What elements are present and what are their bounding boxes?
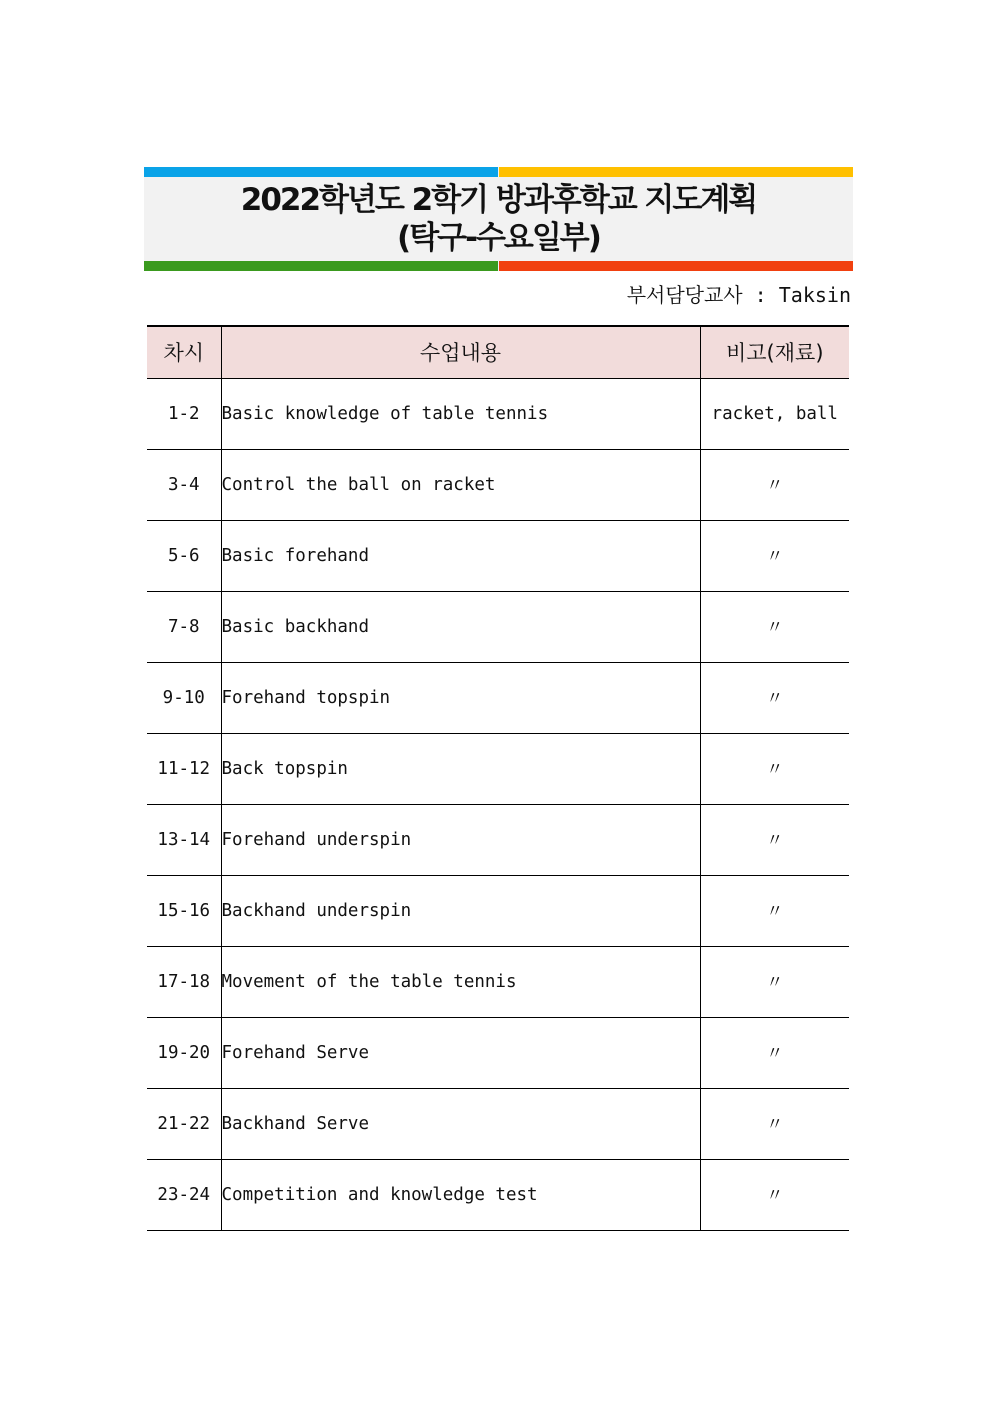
table-row [147, 449, 849, 520]
note-cell: 〃 [700, 1159, 849, 1230]
note-cell: 〃 [700, 591, 849, 662]
table-row [147, 1159, 849, 1230]
accent-bar-top-left [144, 167, 498, 177]
table-row [147, 591, 849, 662]
header-row [147, 326, 849, 378]
header-session: 차시 [147, 326, 221, 378]
table-row [147, 733, 849, 804]
table-row [147, 875, 849, 946]
content-cell: Basic knowledge of table tennis [221, 378, 700, 449]
header-note: 비고(재료) [700, 326, 849, 378]
note-cell: 〃 [700, 1017, 849, 1088]
content-cell: Forehand underspin [221, 804, 700, 875]
note-cell: 〃 [700, 804, 849, 875]
header-content: 수업내용 [221, 326, 700, 378]
table-body [147, 378, 849, 1230]
content-cell: Back topspin [221, 733, 700, 804]
teacher-line: 부서담당교사 : Taksin [626, 283, 851, 307]
content-cell: Control the ball on racket [221, 449, 700, 520]
note-cell: 〃 [700, 662, 849, 733]
table-row [147, 1088, 849, 1159]
session-cell: 11-12 [147, 733, 221, 804]
session-cell: 9-10 [147, 662, 221, 733]
note-cell: 〃 [700, 520, 849, 591]
note-cell: 〃 [700, 1088, 849, 1159]
session-cell: 3-4 [147, 449, 221, 520]
session-cell: 15-16 [147, 875, 221, 946]
table-row [147, 946, 849, 1017]
accent-bar-bottom-right [499, 261, 853, 271]
title-banner [144, 167, 853, 271]
page-title-line1: 2022학년도 2학기 방과후학교 지도계획 [240, 182, 757, 218]
content-cell: Basic forehand [221, 520, 700, 591]
note-cell: racket, ball [700, 378, 849, 449]
note-cell: 〃 [700, 946, 849, 1017]
table-row [147, 1017, 849, 1088]
content-cell: Movement of the table tennis [221, 946, 700, 1017]
content-cell: Forehand topspin [221, 662, 700, 733]
page-title [144, 177, 853, 261]
table-row [147, 378, 849, 449]
table-row [147, 520, 849, 591]
session-cell: 17-18 [147, 946, 221, 1017]
session-cell: 13-14 [147, 804, 221, 875]
table-row [147, 804, 849, 875]
session-cell: 1-2 [147, 378, 221, 449]
content-cell: Backhand underspin [221, 875, 700, 946]
content-cell: Forehand Serve [221, 1017, 700, 1088]
accent-bar-top-right [499, 167, 853, 177]
page-title-line2: (탁구-수요일부) [397, 220, 600, 256]
session-cell: 5-6 [147, 520, 221, 591]
accent-bar-bottom-left [144, 261, 498, 271]
table-row [147, 662, 849, 733]
session-cell: 21-22 [147, 1088, 221, 1159]
session-cell: 7-8 [147, 591, 221, 662]
content-cell: Competition and knowledge test [221, 1159, 700, 1230]
content-cell: Basic backhand [221, 591, 700, 662]
session-cell: 23-24 [147, 1159, 221, 1230]
lesson-plan-table [147, 325, 849, 1231]
session-cell: 19-20 [147, 1017, 221, 1088]
table-header [147, 326, 849, 378]
note-cell: 〃 [700, 875, 849, 946]
content-cell: Backhand Serve [221, 1088, 700, 1159]
note-cell: 〃 [700, 733, 849, 804]
note-cell: 〃 [700, 449, 849, 520]
